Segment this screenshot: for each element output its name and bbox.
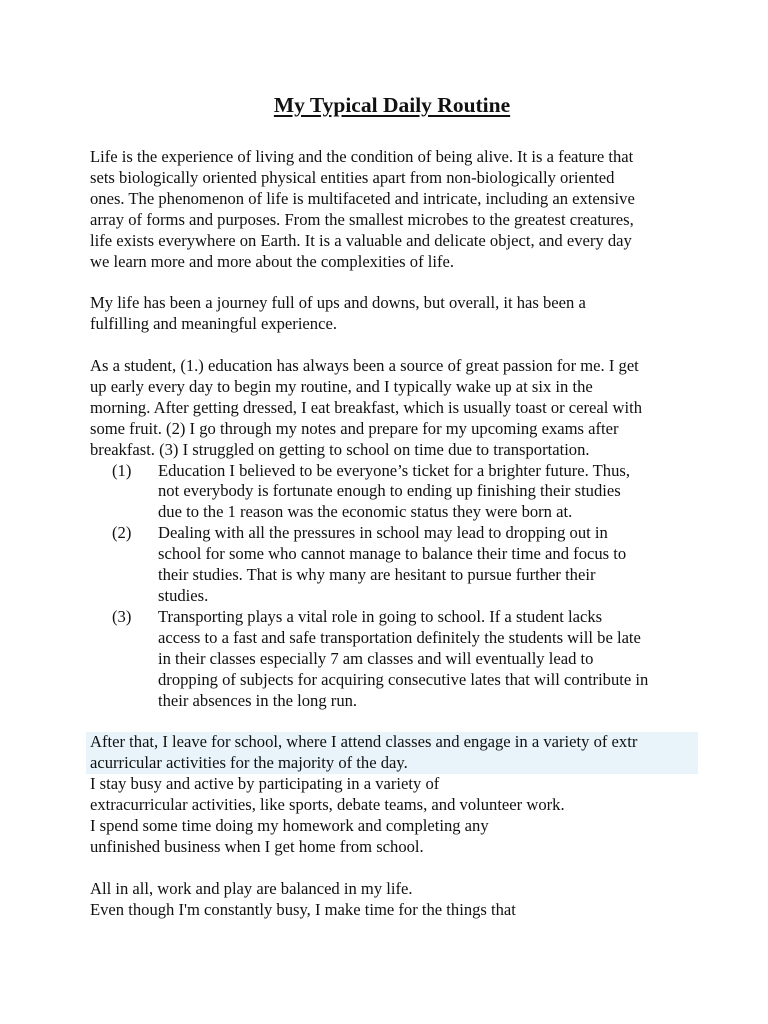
document-body [90, 92, 690, 920]
text-line: their studies. That is why many are hesitant to pursue further their [158, 565, 596, 585]
text-line: sets biologically oriented physical entities apart from non-biologically oriented [90, 167, 615, 187]
text-line: dropping of subjects for acquiring consecutive lates that will contribute in [158, 669, 649, 689]
list-item-1 [90, 461, 690, 524]
text-line: not everybody is fortunate enough to ending up finishing their studies [158, 481, 621, 501]
text-line: Even though I'm constantly busy, I make time for the things that [90, 899, 516, 919]
text-line: I spend some time doing my homework and completing any [90, 815, 489, 835]
paragraph-school [90, 732, 690, 857]
text-line: Education I believed to be everyone’s ticket for a brighter future. Thus, [158, 460, 630, 480]
text-line: ones. The phenomenon of life is multifaceted and intricate, including an extensive [90, 188, 635, 208]
text-line: in their classes especially 7 am classes and will eventually lead to [158, 648, 594, 668]
list-number: (3) [112, 606, 132, 626]
list-item-2 [90, 523, 690, 607]
text-line: unfinished business when I get home from school. [90, 836, 424, 856]
paragraph-life [90, 147, 690, 272]
document-title: My Typical Daily Routine [273, 93, 511, 117]
text-line: breakfast. (3) I struggled on getting to school on time due to transportation. [90, 439, 590, 459]
text-line: Dealing with all the pressures in school may lead to dropping out in [158, 523, 608, 543]
numbered-list [90, 461, 690, 712]
text-line: After that, I leave for school, where I attend classes and engage in a variety of extr [90, 732, 638, 752]
text-line: Transporting plays a vital role in going to school. If a student lacks [158, 606, 603, 626]
text-line: access to a fast and safe transportation definitely the students will be late [158, 627, 641, 647]
text-line: Life is the experience of living and the condition of being alive. It is a feature that [90, 147, 634, 166]
paragraph-balance [90, 879, 690, 921]
list-number: (1) [112, 460, 132, 480]
text-line: up early every day to begin my routine, and I typically wake up at six in the [90, 376, 593, 396]
text-line: array of forms and purposes. From the smallest microbes to the greatest creatures, [90, 209, 634, 229]
text-line: As a student, (1.) education has always been a source of great passion for me. I get [90, 356, 639, 376]
text-line: due to the 1 reason was the economic status they were born at. [158, 502, 573, 522]
text-line: All in all, work and play are balanced in my life. [90, 878, 413, 898]
paragraph-student [90, 356, 690, 461]
text-line: morning. After getting dressed, I eat breakfast, which is usually toast or cereal with [90, 397, 643, 417]
text-line: extracurricular activities, like sports, debate teams, and volunteer work. [90, 795, 565, 815]
paragraph-journey [90, 293, 690, 335]
text-line: some fruit. (2) I go through my notes and prepare for my upcoming exams after [90, 418, 619, 438]
text-line: acurricular activities for the majority of the day. [90, 753, 408, 773]
text-line: I stay busy and active by participating in a variety of [90, 774, 440, 794]
text-line: fulfilling and meaningful experience. [90, 314, 337, 334]
text-line: we learn more and more about the complexities of life. [90, 251, 455, 271]
text-line: their absences in the long run. [158, 690, 358, 710]
text-line: studies. [158, 586, 209, 605]
highlighted-text [86, 732, 698, 774]
text-line: life exists everywhere on Earth. It is a valuable and delicate object, and every day [90, 230, 632, 250]
text-line: school for some who cannot manage to balance their time and focus to [158, 544, 627, 564]
list-item-3 [90, 607, 690, 712]
text-line: My life has been a journey full of ups and downs, but overall, it has been a [90, 293, 586, 313]
list-number: (2) [112, 523, 132, 543]
